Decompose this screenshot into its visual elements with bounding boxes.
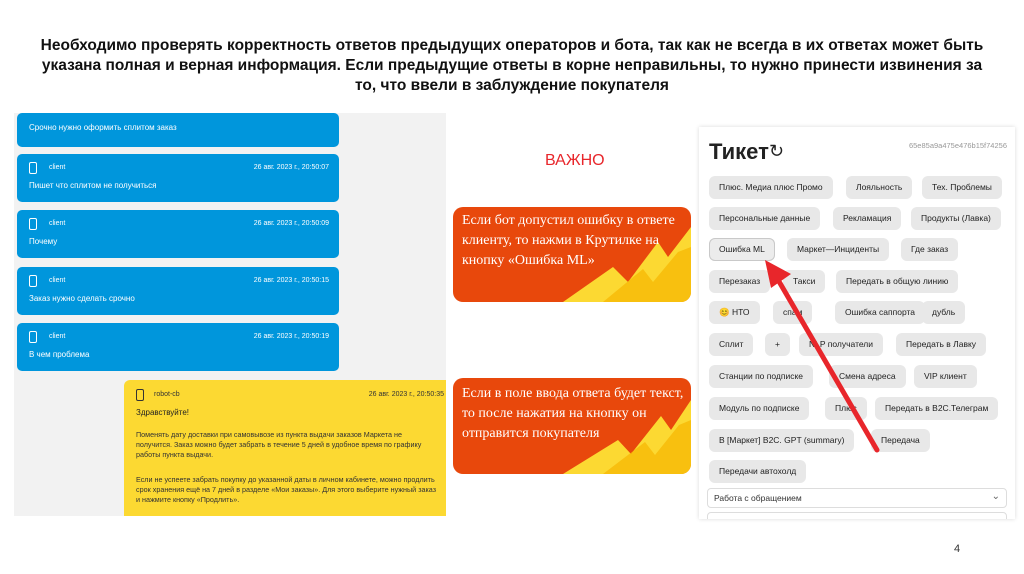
chip-loyalty[interactable]: Лояльность [846, 176, 912, 199]
note-text: Если бот допустил ошибку в ответе клиенту, то нажми в Крутилке на кнопку «Ошибка ML» [462, 213, 675, 268]
message-time: 26 авг. 2023 г., 20:50:35 [368, 391, 444, 398]
chip-address-change[interactable]: Смена адреса [829, 365, 906, 388]
chip-nlp-recipients[interactable]: NLP получатели [799, 333, 883, 356]
chat-message [17, 210, 339, 258]
chip-spam[interactable]: спам [773, 301, 812, 324]
chip-gpt-summary[interactable]: B [Маркет] B2C. GPT (summary) [709, 429, 854, 452]
bot-message [124, 380, 446, 516]
chip-tech-problems[interactable]: Тех. Проблемы [922, 176, 1002, 199]
chevron-down-icon: ⌄ [991, 491, 1000, 502]
chip-transfer-lavka[interactable]: Передать в Лавку [896, 333, 986, 356]
chip-ml-error[interactable]: Ошибка ML [709, 238, 775, 261]
message-text: Заказ нужно сделать срочно [29, 294, 135, 303]
chat-transcript [14, 113, 446, 516]
message-sender: robot-cb [154, 391, 180, 398]
phone-icon [136, 389, 144, 401]
chip-stations-subscription[interactable]: Станции по подписке [709, 365, 813, 388]
note-text: Если в поле ввода ответа будет текст, то после нажатия на кнопку он отправится покупателя [462, 386, 684, 441]
chip-reclamation[interactable]: Рекламация [833, 207, 901, 230]
chip-transfer-b2c-telegram[interactable]: Передать в B2C.Телеграм [875, 397, 998, 420]
page-number: 4 [954, 543, 961, 555]
chip-vip-client[interactable]: VIP клиент [914, 365, 977, 388]
message-text: В чем проблема [29, 350, 90, 359]
chip-module-subscription[interactable]: Модуль по подписке [709, 397, 809, 420]
chip-split[interactable]: Сплит [709, 333, 753, 356]
red-arrow-icon [755, 258, 885, 458]
ticket-title: Тикет [709, 139, 769, 164]
chip-market-incidents[interactable]: Маркет—Инциденты [787, 238, 889, 261]
phone-icon [29, 162, 37, 174]
chip-transfer[interactable]: Передача [871, 429, 930, 452]
message-text: Почему [29, 237, 58, 246]
message-time: 26 авг. 2023 г., 20:50:15 [253, 277, 329, 284]
bot-greeting: Здравствуйте! [136, 408, 190, 417]
phone-icon [29, 331, 37, 343]
message-text: Пишет что сплитом не получиться [29, 181, 157, 190]
important-label: ВАЖНО [545, 152, 605, 169]
select-value: Работа с обращением [714, 493, 802, 503]
work-select[interactable] [707, 488, 1007, 508]
chip-transfer-autohold[interactable]: Передачи автохолд [709, 460, 806, 483]
chip-where-order[interactable]: Где заказ [901, 238, 958, 261]
phone-icon [29, 218, 37, 230]
chip-personal-data[interactable]: Персональные данные [709, 207, 820, 230]
ticket-id: 65e85a9a475e476b15f74256 [908, 141, 1007, 150]
chat-message [17, 154, 339, 202]
message-sender: client [49, 333, 66, 340]
chip-plus-sign[interactable]: + [765, 333, 790, 356]
message-time: 26 авг. 2023 г., 20:50:09 [253, 220, 329, 227]
message-sender: client [49, 277, 66, 284]
chip-nto[interactable]: 😊 НТО [709, 301, 760, 324]
secondary-select[interactable] [707, 512, 1007, 519]
chip-support-error[interactable]: Ошибка саппорта [835, 301, 925, 324]
note-ml-error [453, 207, 691, 302]
note-input-warning [453, 378, 691, 474]
message-sender: client [49, 220, 66, 227]
refresh-icon[interactable]: ↻ [769, 141, 785, 161]
chip-taxi[interactable]: Такси [783, 270, 825, 293]
chat-message [17, 267, 339, 315]
chip-plus[interactable]: Плюс [825, 397, 867, 420]
chip-transfer-general[interactable]: Передать в общую линию [836, 270, 958, 293]
message-time: 26 авг. 2023 г., 20:50:19 [253, 333, 329, 340]
phone-icon [29, 275, 37, 287]
slide-heading: Необходимо проверять корректность ответов предыдущих операторов и бота, так как не всегда в их ответах может быть указана полная и верная информация. Если предыдущие ответы в корне неправильны, то нужно принести извинения за то, что ввели в заблуждение покупателя [40, 37, 984, 94]
chip-media-plus-promo[interactable]: Плюс. Медиа плюс Промо [709, 176, 833, 199]
bot-paragraph: Если не успеете забрать покупку до указанной даты в личном кабинете, можно продлить срок хранения ещё на 7 дней в разделе «Мои заказы». Для этого выберите нужный заказ и нажмите кнопку «Продлить». [136, 475, 437, 504]
message-text: Срочно нужно оформить сплитом заказ [29, 123, 177, 132]
bot-paragraph: Поменять дату доставки при самовывозе из пункта выдачи заказов Маркета не получится. Заказ можно будет забрать в течение 5 дней в удобное время по графику работы пункта выдачи. [136, 430, 422, 459]
chat-message [17, 113, 339, 147]
message-sender: client [49, 164, 66, 171]
chat-message [17, 323, 339, 371]
message-time: 26 авг. 2023 г., 20:50:07 [253, 164, 329, 171]
chip-duplicate[interactable]: дубль [922, 301, 965, 324]
chip-reorder[interactable]: Перезаказ [709, 270, 770, 293]
chip-products-lavka[interactable]: Продукты (Лавка) [911, 207, 1001, 230]
